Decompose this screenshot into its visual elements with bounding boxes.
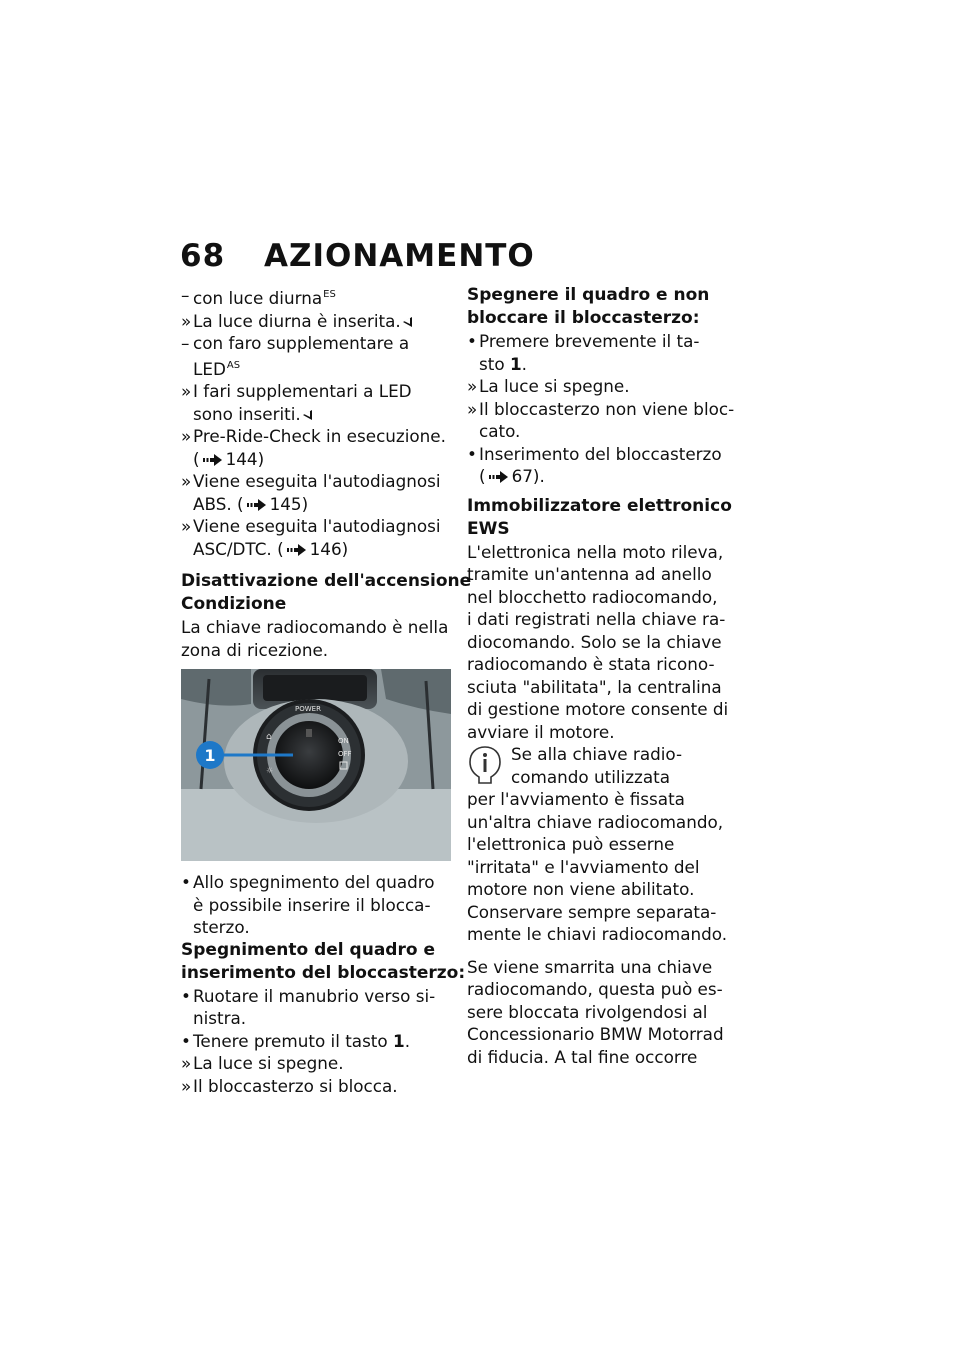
note-line: Conservare sempre separata- <box>467 901 717 922</box>
page-reference[interactable]: ABS. ( 145) <box>193 493 309 514</box>
condition-line: – con luce diurna$^{ES}$ <box>181 285 336 308</box>
bullet-marker: • <box>181 872 191 892</box>
page-reference[interactable]: ( 144) <box>193 448 265 469</box>
section-heading: Spegnimento del quadro e <box>181 939 435 960</box>
on-label: ON <box>338 737 349 745</box>
ignition-switch-photo <box>181 669 451 861</box>
off-label: OFF <box>338 750 352 758</box>
result-line: » Viene eseguita l'autodiagnosi <box>181 471 441 491</box>
info-icon <box>467 745 503 785</box>
page-reference-arrow-icon <box>489 471 509 483</box>
paragraph-line: radiocomando è stata ricono- <box>467 654 715 674</box>
info-note <box>467 743 742 788</box>
condition-line: – con faro supplementare a <box>181 333 410 353</box>
paragraph-line: di fiducia. A tal fine occorre <box>467 1046 698 1067</box>
callout-number: 1 <box>204 746 216 765</box>
note-line: l'elettronica può esserne <box>467 834 675 854</box>
result-marker: » <box>467 398 478 419</box>
bullet-line-cont: è possibile inserire il blocca- <box>193 894 431 915</box>
result-line-cont: sono inseriti. <box>181 403 451 426</box>
section-heading: Spegnere il quadro e non <box>467 285 710 305</box>
note-line: "irritata" e l'avviamento del <box>467 856 700 877</box>
result-line: » Il bloccasterzo si blocca. <box>181 1075 398 1096</box>
note-line: per l'avviamento è fissata <box>467 789 685 809</box>
bullet-marker: • <box>467 331 477 351</box>
paragraph-line: L'elettronica nella moto rileva, <box>467 541 724 562</box>
paragraph-line: i dati registrati nella chiave ra- <box>467 609 726 629</box>
paragraph-line: sere bloccata rivolgendosi al <box>467 1001 708 1022</box>
note-line: comando utilizzata <box>511 766 670 787</box>
paragraph-line: sciuta "abilitata", la centralina <box>467 676 722 697</box>
power-label: POWER <box>295 705 321 713</box>
result-line: » Il bloccasterzo non viene bloc- <box>467 398 735 419</box>
page-reference[interactable]: ( 67). <box>479 466 545 486</box>
bullet-marker: • <box>181 985 191 1006</box>
section-heading: EWS <box>467 518 510 539</box>
condition-line-cont: $LED^{AS}$ <box>193 358 241 379</box>
result-marker: » <box>181 1075 192 1096</box>
subsection-heading: Condizione <box>181 594 287 614</box>
bullet-marker: • <box>467 443 477 464</box>
bullet-line-cont: sterzo. <box>193 917 250 937</box>
result-marker: » <box>181 426 192 446</box>
left-column <box>181 284 472 1097</box>
ignition-switch-illustration <box>181 669 451 861</box>
end-triangle-icon <box>403 317 412 327</box>
result-line-cont: cato. <box>479 421 521 441</box>
key-symbol-icon: ⌂ <box>266 732 272 742</box>
section-heading: bloccare il bloccasterzo: <box>467 308 700 328</box>
page-reference-arrow-icon <box>287 544 307 556</box>
note-line: un'altra chiave radiocomando, <box>467 811 724 832</box>
end-triangle-icon <box>303 410 312 420</box>
result-line: » Viene eseguita l'autodiagnosi <box>181 516 441 536</box>
chapter-title: AZIONAMENTO <box>264 238 535 274</box>
result-line: » Pre-Ride-Check in esecuzione. <box>181 426 446 446</box>
paragraph-line: diocomando. Solo se la chiave <box>467 631 722 652</box>
note-line: Se alla chiave radio- <box>511 744 683 764</box>
result-marker: » <box>467 376 478 396</box>
paragraph-line: zona di ricezione. <box>181 639 329 660</box>
light-symbol-icon: ☼ <box>266 766 274 775</box>
paragraph-line: Se viene smarrita una chiave <box>467 956 713 977</box>
paragraph-line: radiocomando, questa può es- <box>467 979 723 999</box>
paragraph-line: Concessionario BMW Motorrad <box>467 1024 724 1044</box>
section-heading: Disattivazione dell'accensione <box>181 571 472 591</box>
note-line: mente le chiavi radiocomando. <box>467 924 728 944</box>
page-reference-arrow-icon <box>247 499 267 511</box>
result-marker: » <box>181 310 192 331</box>
page-reference-arrow-icon <box>203 454 223 466</box>
note-line: motore non viene abilitato. <box>467 879 695 899</box>
result-line: » La luce diurna è inserita. <box>181 310 451 333</box>
result-marker: » <box>181 1053 192 1073</box>
paragraph-line: di gestione motore consente di <box>467 699 729 719</box>
dash-marker: – <box>181 333 190 353</box>
result-line: » I fari supplementari a LED <box>181 381 412 401</box>
result-marker: » <box>181 516 192 536</box>
bullet-line: • Ruotare il manubrio verso si- <box>181 985 436 1006</box>
bullet-line: • Tenere premuto il tasto 1. <box>181 1030 411 1051</box>
page-reference[interactable]: ASC/DTC. ( 146) <box>193 538 349 559</box>
bullet-line-cont: nistra. <box>193 1008 247 1028</box>
bullet-marker: • <box>181 1030 191 1051</box>
paragraph-line: nel blocchetto radiocomando, <box>467 586 718 607</box>
dash-marker: – <box>181 285 190 305</box>
paragraph-line: La chiave radiocomando è nella <box>181 617 449 637</box>
bullet-line-cont: sto 1. <box>479 353 527 374</box>
section-heading: Immobilizzatore elettronico <box>467 495 732 516</box>
bullet-line: • Inserimento del bloccasterzo <box>467 443 722 464</box>
bullet-line: • Allo spegnimento del quadro <box>181 872 435 892</box>
result-marker: » <box>181 471 192 491</box>
paragraph-line: tramite un'antenna ad anello <box>467 564 712 584</box>
result-marker: » <box>181 381 192 401</box>
result-line: » La luce si spegne. <box>181 1053 344 1073</box>
result-line: » La luce si spegne. <box>467 376 630 396</box>
page-number: 68 <box>180 238 226 274</box>
right-column <box>467 284 742 1068</box>
bullet-line: • Premere brevemente il ta- <box>467 331 700 351</box>
section-heading: inserimento del bloccasterzo: <box>181 962 466 983</box>
paragraph-line: avviare il motore. <box>467 721 615 742</box>
